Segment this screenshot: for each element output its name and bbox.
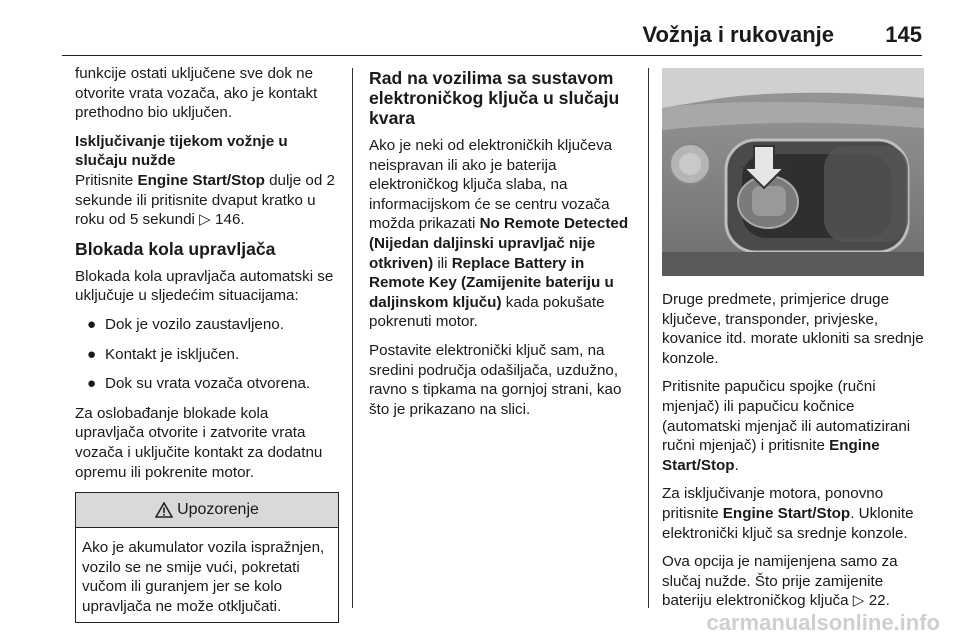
no-remote-message: No Remote Detected (Nijedan daljinski upravljač nije otkriven) — [369, 215, 629, 272]
steering-release-text: Za oslobađanje blokade kola upravljača otvorite i zatvorite vrata vozača i uključite kontakt za dodatnu opremu ili pokrenite motor. — [75, 404, 323, 481]
steering-lock-intro: Blokada kola upravljača automatski se uključuje u sljedećim situacijama: — [75, 267, 334, 305]
placement-text: Postavite elektronički ključ sam, na sredini područja odašiljača, uzdužno, ravno s tipkama na gornjoj strani, kao što je prikazano na slici. — [369, 341, 622, 418]
emergency-heading: Isključivanje tijekom vožnje u slučaju nužde — [75, 132, 288, 170]
engine-start-stop-term: Engine Start/Stop — [137, 171, 265, 189]
page-header — [62, 22, 922, 56]
electronic-key-heading: Rad na vozilima sa sustavom elektroničkog ključa u slučaju kvara — [369, 68, 620, 128]
steering-lock-list — [75, 315, 341, 394]
intro-text: funkcije ostati uključene sve dok ne otvorite vrata vozača, ako je kontakt prethodno bio uključen. — [75, 65, 318, 122]
engine-start-stop-term: Engine Start/Stop — [662, 437, 880, 474]
warning-body: Ako je akumulator vozila ispražnjen, vozilo se ne smije vući, pokretati vučom ili guranjem jer se kolo upravljača ne može otključati. — [82, 539, 325, 615]
warning-header — [76, 493, 338, 528]
page-ref: 22. — [868, 592, 890, 610]
press-pedal-text: Pritisnite papučicu spojke (ručni mjenjač) ili papučicu kočnice (automatski mjenjač ili automatizirani ručni mjenjač) i pritisnite Engine Start/Stop. — [662, 378, 911, 474]
engine-start-stop-term: Engine Start/Stop — [722, 504, 851, 522]
list-item: ● Dok su vrata vozača otvorena. — [87, 375, 311, 393]
remove-objects-text: Druge predmete, primjerice druge ključeve, transponder, privjeske, kovanice itd. morate ukloniti sa srednje konzole. — [662, 291, 924, 367]
steering-lock-heading: Blokada kola upravljača — [75, 238, 276, 259]
warning-box — [75, 492, 339, 623]
page-number: 145 — [885, 22, 922, 47]
switch-off-text: Za isključivanje motora, ponovno pritisnite Engine Start/Stop. Uklonite elektronički ključ sa srednje konzole. — [662, 485, 914, 542]
header-rule — [62, 55, 922, 56]
page-title: Vožnja i rukovanje — [642, 22, 834, 47]
column-divider-2 — [648, 68, 649, 608]
emergency-only-text: Ova opcija je namijenjena samo za slučaj nužde. Što prije zamijenite bateriju elektroničkog ključa ▷ 22. — [662, 553, 898, 610]
column-divider-1 — [352, 68, 353, 608]
list-item: ● Kontakt je isključen. — [87, 345, 240, 363]
console-key-photo — [662, 68, 924, 276]
warning-triangle-icon — [155, 502, 173, 518]
arrow-ref-icon: ▷ — [199, 211, 211, 229]
emergency-text: Pritisnite Engine Start/Stop dulje od 2 sekunde ili pritisnite dvaput kratko u roku od 5 sekundi ▷ 146. — [75, 171, 335, 229]
watermark: carmanualsonline.info — [706, 610, 940, 635]
fault-text: Ako je neki od elektroničkih ključeva neispravan ili ako je baterija elektroničkog ključa slaba, na informacijskom će se centru vozača možda prikazati No Remote Detected (Nijedan daljinski upravljač nije otkriven) ili Replace Battery in Remote Key (Zamijenite bateriju u daljinskom ključu) kada pokušate pokrenuti motor. — [369, 137, 629, 331]
list-item: ● Dok je vozilo zaustavljeno. — [87, 315, 284, 333]
arrow-ref-icon: ▷ — [852, 592, 865, 610]
page-ref: 146. — [215, 211, 245, 229]
column-1 — [75, 64, 341, 623]
column-3 — [662, 290, 928, 620]
warning-title: Upozorenje — [177, 501, 259, 519]
column-2 — [369, 68, 635, 428]
replace-battery-message: Replace Battery in Remote Key (Zamijenite bateriju u daljinskom ključu) — [369, 254, 614, 311]
